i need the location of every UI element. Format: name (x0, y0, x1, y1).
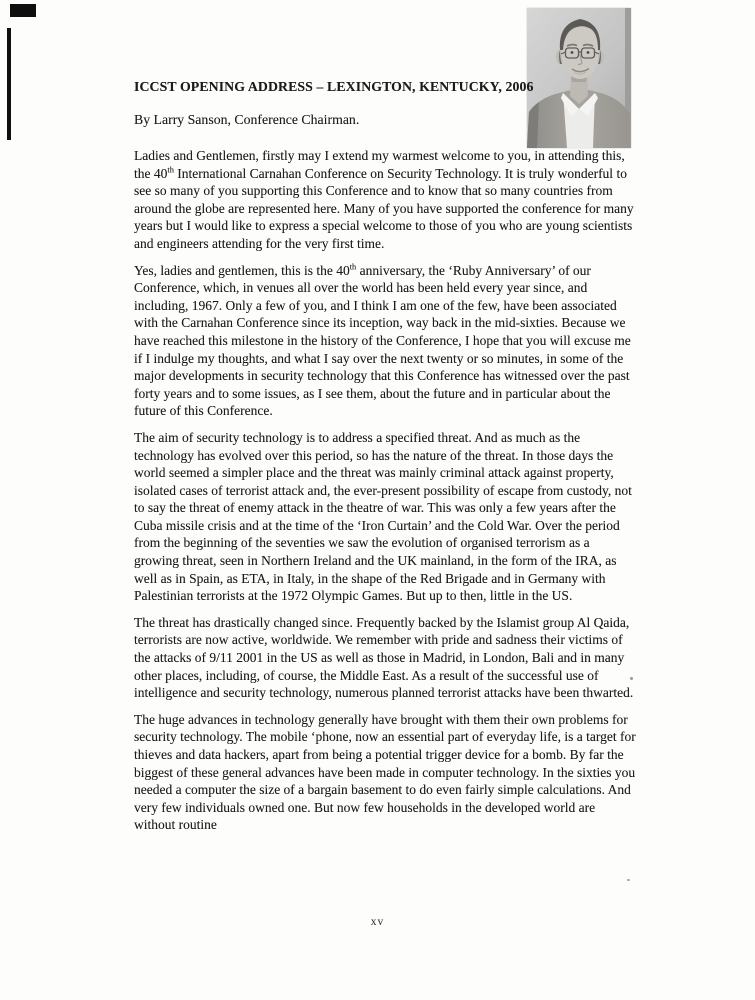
document-content (134, 79, 637, 843)
page-number: xv (370, 916, 385, 928)
paragraph: The huge advances in technology generally have brought with them their own problems for security technology. The mobile ‘phone, now an essential part of everyday life, is a target for thieves and data hackers, apart from being a potential trigger device for a bomb. By far the biggest of these general advances have been made in computer technology. In the sixties you needed a computer the size of a bargain basement to do even fairly simple calculations. And very few individuals owned one. But now few households in the developed world are without routine (134, 711, 636, 833)
scan-artifact-box (10, 4, 36, 17)
document-byline: By Larry Sanson, Conference Chairman. (134, 112, 360, 127)
paragraph: The aim of security technology is to address a specified threat. And as much as the technology has evolved over this period, so has the nature of the threat. In those days the world seemed a simpler place and the threat was mainly criminal attack against property, isolated cases of terrorist attack and, the ever-present possibility of escape from custody, not to say the threat of enemy attack in the theatre of war. This was only a few years after the Cuba missile crisis and at the time of the ‘Iron Curtain’ and the Cold War. Over the period from the beginning of the seventies we saw the evolution of organised terrorism as a growing threat, seen in Northern Ireland and the UK mainland, in the form of the IRA, as well as in Spain, as ETA, in Italy, in the shape of the Red Brigade and in Germany with Palestinian terrorists at the 1972 Olympic Games. But up to then, little in the US. (134, 429, 632, 604)
paragraph: Yes, ladies and gentlemen, this is the 40th anniversary, the ‘Ruby Anniversary’ of our Conference, which, in venues all over the world has been held every year since, and including, 1967. Only a few of you, and I think I am one of the few, have been associated with the Carnahan Conference since its inception, way back in the mid-sixties. Because we have reached this milestone in the history of the Conference, I hope that you will excuse me if I indulge my thoughts, and what I say over the next twenty or so minutes, in some of the major developments in security technology that this Conference has witnessed over the past forty years and to some issues, as I see them, about the future and in particular about the future of this Conference. (134, 262, 631, 419)
paragraph: The threat has drastically changed since. Frequently backed by the Islamist group Al Qaida, terrorists are now active, worldwide. We remember with pride and sadness their victims of the attacks of 9/11 2001 in the US as well as those in Madrid, in London, Bali and in many other places, including, of course, the Middle East. As a result of the successful use of intelligence and security technology, numerous planned terrorist attacks have been thwarted. (134, 614, 634, 701)
document-title: ICCST OPENING ADDRESS – LEXINGTON, KENTUCKY, 2006 (134, 79, 534, 94)
scan-artifact-bar (7, 28, 11, 140)
scan-speck (627, 879, 630, 881)
paragraph: Ladies and Gentlemen, firstly may I extend my warmest welcome to you, in attending this, the 40th International Carnahan Conference on Security Technology. It is truly wonderful to see so many of you supporting this Conference and to know that so many countries from around the globe are represented here. Many of you have supported the conference for many years but I would like to express a special welcome to those of you who are young scientists and engineers attending for the very first time. (134, 148, 634, 251)
document-body (134, 147, 637, 834)
